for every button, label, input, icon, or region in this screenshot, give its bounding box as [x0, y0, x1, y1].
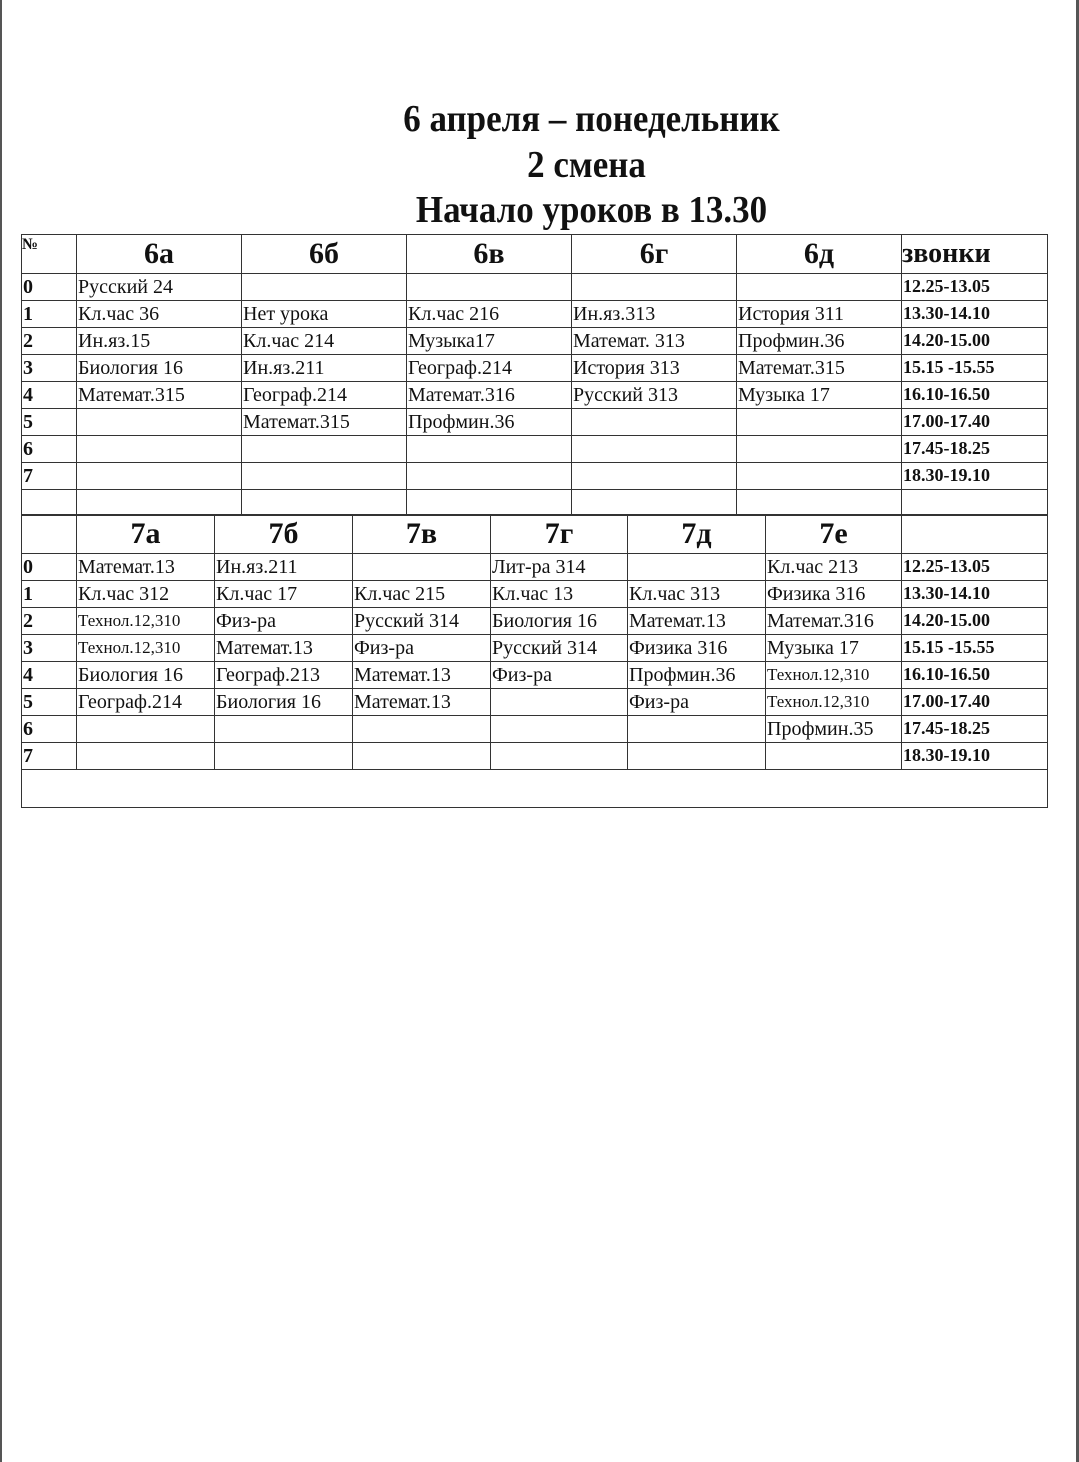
- title-shift: 2 смена: [527, 144, 646, 186]
- lesson-cell: [407, 274, 572, 301]
- lesson-cell: Кл.час 312: [77, 581, 215, 608]
- lesson-number: 7: [22, 743, 77, 770]
- lesson-cell: Географ.213: [215, 662, 353, 689]
- class-header: 6д: [737, 235, 902, 274]
- lesson-cell: Профмин.36: [407, 409, 572, 436]
- lesson-cell: [353, 716, 491, 743]
- title-date: 6 апреля – понедельник: [403, 98, 780, 140]
- lesson-cell: Музыка 17: [737, 382, 902, 409]
- lesson-number: 2: [22, 328, 77, 355]
- lesson-row: [22, 662, 1048, 689]
- class-header: 6а: [77, 235, 242, 274]
- lesson-cell: Кл.час 216: [407, 301, 572, 328]
- lesson-cell: Ин.яз.211: [242, 355, 407, 382]
- lesson-cell: [215, 743, 353, 770]
- lesson-row: [22, 409, 1048, 436]
- lesson-number: 5: [22, 689, 77, 716]
- lesson-row: [22, 716, 1048, 743]
- lesson-cell: Технол.12,310: [766, 689, 902, 716]
- lesson-cell: Физ-ра: [215, 608, 353, 635]
- lesson-cell: Русский 313: [572, 382, 737, 409]
- class-header: 6г: [572, 235, 737, 274]
- lesson-row: [22, 382, 1048, 409]
- lesson-cell: [242, 436, 407, 463]
- lesson-cell: Кл.час 17: [215, 581, 353, 608]
- empty-cell: [22, 770, 1048, 808]
- lesson-cell: [77, 409, 242, 436]
- lesson-cell: Географ.214: [242, 382, 407, 409]
- bell-time: 16.10-16.50: [902, 382, 1048, 409]
- lesson-cell: [77, 436, 242, 463]
- empty-cell: [22, 490, 77, 516]
- lesson-cell: [407, 463, 572, 490]
- lesson-cell: Кл.час 215: [353, 581, 491, 608]
- lesson-cell: Физ-ра: [353, 635, 491, 662]
- lesson-cell: Математ. 313: [572, 328, 737, 355]
- lesson-cell: Математ.315: [737, 355, 902, 382]
- class-header: 6б: [242, 235, 407, 274]
- lesson-cell: [77, 716, 215, 743]
- lesson-cell: [572, 463, 737, 490]
- lesson-number: 6: [22, 716, 77, 743]
- lesson-cell: Лит-ра 314: [491, 554, 628, 581]
- lesson-cell: Физика 316: [628, 635, 766, 662]
- lesson-row: [22, 274, 1048, 301]
- empty-row: [22, 770, 1048, 808]
- class-header: 6в: [407, 235, 572, 274]
- lesson-cell: Биология 16: [77, 355, 242, 382]
- lesson-cell: Математ.13: [628, 608, 766, 635]
- lesson-number: 1: [22, 301, 77, 328]
- lesson-cell: [737, 463, 902, 490]
- lesson-row: [22, 581, 1048, 608]
- lesson-number: 3: [22, 635, 77, 662]
- lesson-row: [22, 689, 1048, 716]
- lesson-cell: Профмин.35: [766, 716, 902, 743]
- bell-time: 12.25-13.05: [902, 554, 1048, 581]
- lesson-number: 4: [22, 662, 77, 689]
- lesson-cell: Ин.яз.313: [572, 301, 737, 328]
- lesson-cell: Математ.13: [77, 554, 215, 581]
- lesson-cell: [353, 554, 491, 581]
- bell-time: 18.30-19.10: [902, 743, 1048, 770]
- page-edge-left: [0, 0, 2, 1462]
- lesson-cell: [77, 743, 215, 770]
- lesson-cell: [766, 743, 902, 770]
- class-header: 7д: [628, 515, 766, 554]
- lesson-cell: Математ.315: [77, 382, 242, 409]
- lesson-cell: Географ.214: [407, 355, 572, 382]
- lesson-cell: [628, 716, 766, 743]
- lesson-cell: Физ-ра: [491, 662, 628, 689]
- bell-time: 17.45-18.25: [902, 716, 1048, 743]
- lesson-cell: Ин.яз.15: [77, 328, 242, 355]
- lesson-row: [22, 301, 1048, 328]
- lesson-number: 1: [22, 581, 77, 608]
- lesson-cell: Математ.316: [407, 382, 572, 409]
- lesson-cell: [242, 463, 407, 490]
- lesson-cell: Технол.12,310: [77, 608, 215, 635]
- lesson-cell: [407, 436, 572, 463]
- lesson-cell: Русский 24: [77, 274, 242, 301]
- lesson-cell: Кл.час 13: [491, 581, 628, 608]
- lesson-cell: Математ.13: [353, 662, 491, 689]
- lesson-cell: История 313: [572, 355, 737, 382]
- class-header: 7а: [77, 515, 215, 554]
- lesson-row: [22, 463, 1048, 490]
- lesson-cell: Математ.316: [766, 608, 902, 635]
- lesson-number: 3: [22, 355, 77, 382]
- lesson-number: 4: [22, 382, 77, 409]
- lesson-number: 0: [22, 274, 77, 301]
- lesson-cell: [572, 409, 737, 436]
- lesson-cell: Физ-ра: [628, 689, 766, 716]
- header-row: [22, 235, 1048, 274]
- bell-time: 14.20-15.00: [902, 608, 1048, 635]
- lesson-cell: Русский 314: [491, 635, 628, 662]
- lesson-cell: [572, 274, 737, 301]
- bell-time: 16.10-16.50: [902, 662, 1048, 689]
- lesson-cell: [737, 436, 902, 463]
- lesson-cell: [737, 274, 902, 301]
- class-header: 7б: [215, 515, 353, 554]
- empty-cell: [77, 490, 242, 516]
- lesson-number: 0: [22, 554, 77, 581]
- lesson-row: [22, 554, 1048, 581]
- lesson-cell: Биология 16: [215, 689, 353, 716]
- lesson-cell: [628, 743, 766, 770]
- bells-header: звонки: [902, 235, 1048, 274]
- lesson-cell: [215, 716, 353, 743]
- lesson-cell: Биология 16: [77, 662, 215, 689]
- lesson-cell: [491, 716, 628, 743]
- lesson-cell: Физика 316: [766, 581, 902, 608]
- lesson-number: 2: [22, 608, 77, 635]
- class-header: 7в: [353, 515, 491, 554]
- lesson-row: [22, 743, 1048, 770]
- empty-cell: [572, 490, 737, 516]
- lesson-cell: [353, 743, 491, 770]
- lesson-number: 6: [22, 436, 77, 463]
- schedule-table-grade7: [21, 514, 1048, 808]
- lesson-cell: [242, 274, 407, 301]
- lesson-cell: Кл.час 214: [242, 328, 407, 355]
- lesson-cell: Музыка17: [407, 328, 572, 355]
- number-header: №: [22, 235, 77, 274]
- bell-time: 14.20-15.00: [902, 328, 1048, 355]
- lesson-cell: Профмин.36: [628, 662, 766, 689]
- bell-time: 15.15 -15.55: [902, 355, 1048, 382]
- lesson-cell: Нет урока: [242, 301, 407, 328]
- lesson-row: [22, 355, 1048, 382]
- lesson-cell: Музыка 17: [766, 635, 902, 662]
- number-header-empty: [22, 515, 77, 554]
- lesson-cell: Русский 314: [353, 608, 491, 635]
- class-header: 7г: [491, 515, 628, 554]
- header-row: [22, 515, 1048, 554]
- lesson-cell: Профмин.36: [737, 328, 902, 355]
- empty-cell: [242, 490, 407, 516]
- lesson-cell: [737, 409, 902, 436]
- bell-time: 13.30-14.10: [902, 581, 1048, 608]
- title-start-time: Начало уроков в 13.30: [415, 189, 768, 231]
- bell-time: 17.00-17.40: [902, 689, 1048, 716]
- class-header: 7е: [766, 515, 902, 554]
- lesson-cell: Технол.12,310: [766, 662, 902, 689]
- lesson-cell: Географ.214: [77, 689, 215, 716]
- bell-time: 12.25-13.05: [902, 274, 1048, 301]
- empty-cell: [407, 490, 572, 516]
- bell-time: 17.00-17.40: [902, 409, 1048, 436]
- lesson-cell: [572, 436, 737, 463]
- schedule-table-grade6: [21, 234, 1048, 516]
- lesson-cell: История 311: [737, 301, 902, 328]
- lesson-number: 5: [22, 409, 77, 436]
- empty-row: [22, 490, 1048, 516]
- bells-header-empty: [902, 515, 1048, 554]
- lesson-cell: Математ.315: [242, 409, 407, 436]
- empty-cell: [902, 490, 1048, 516]
- bell-time: 17.45-18.25: [902, 436, 1048, 463]
- bell-time: 15.15 -15.55: [902, 635, 1048, 662]
- lesson-row: [22, 635, 1048, 662]
- lesson-cell: Ин.яз.211: [215, 554, 353, 581]
- lesson-cell: Биология 16: [491, 608, 628, 635]
- lesson-cell: Математ.13: [215, 635, 353, 662]
- lesson-row: [22, 436, 1048, 463]
- lesson-number: 7: [22, 463, 77, 490]
- lesson-cell: Кл.час 213: [766, 554, 902, 581]
- lesson-cell: Технол.12,310: [77, 635, 215, 662]
- lesson-row: [22, 608, 1048, 635]
- lesson-cell: Кл.час 313: [628, 581, 766, 608]
- lesson-cell: [491, 743, 628, 770]
- lesson-cell: [491, 689, 628, 716]
- lesson-row: [22, 328, 1048, 355]
- lesson-cell: Кл.час 36: [77, 301, 242, 328]
- empty-cell: [737, 490, 902, 516]
- bell-time: 18.30-19.10: [902, 463, 1048, 490]
- bell-time: 13.30-14.10: [902, 301, 1048, 328]
- lesson-cell: [77, 463, 242, 490]
- lesson-cell: [628, 554, 766, 581]
- lesson-cell: Математ.13: [353, 689, 491, 716]
